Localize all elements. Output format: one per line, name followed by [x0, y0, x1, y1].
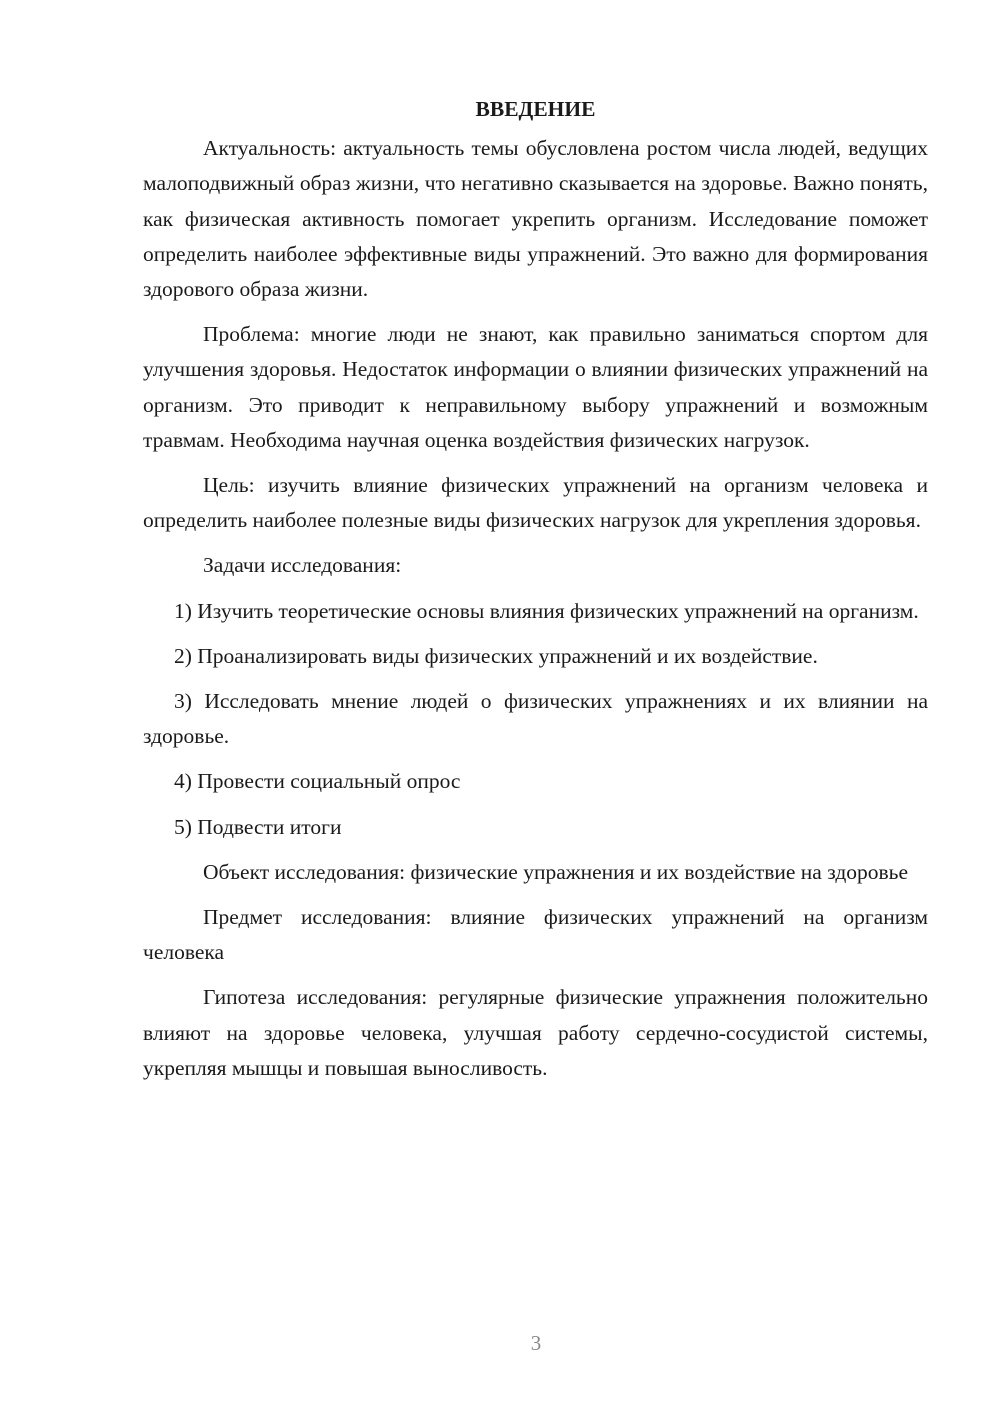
tasks-title: Задачи исследования: [203, 553, 402, 578]
task-item-2: 2) Проанализировать виды физических упражнений и их воздействие. [174, 643, 818, 668]
problem-paragraph: Проблема: многие люди не знают, как правильно заниматься спортом для улучшения здоровья. Недостаток информации о влиянии физических упражнений на организм. Это приводит к неправильному выбору упражнений и возможным травмам. Необходима научная оценка воздействия физических нагрузок. [143, 322, 928, 452]
task-item-5: 5) Подвести итоги [174, 814, 342, 839]
object-paragraph: Объект исследования: физические упражнения и их воздействие на здоровье [203, 859, 909, 884]
subject-paragraph: Предмет исследования: влияние физических упражнений на организм человека [143, 905, 928, 965]
section-heading: ВВЕДЕНИЕ [475, 97, 596, 121]
page-number: 3 [530, 1331, 542, 1355]
relevance-paragraph: Актуальность: актуальность темы обусловлена ростом числа людей, ведущих малоподвижный образ жизни, что негативно сказывается на здоровье. Важно понять, как физическая активность помогает укрепить организм. Исследование поможет определить наиболее эффективные виды упражнений. Это важно для формирования здорового образа жизни. [143, 136, 928, 302]
task-item-3: 3) Исследовать мнение людей о физических упражнениях и их влиянии на здоровье. [143, 689, 928, 749]
goal-paragraph: Цель: изучить влияние физических упражнений на организм человека и определить наиболее полезные виды физических нагрузок для укрепления здоровья. [143, 473, 928, 533]
task-item-4: 4) Провести социальный опрос [174, 769, 461, 794]
task-item-1: 1) Изучить теоретические основы влияния физических упражнений на организм. [174, 598, 919, 623]
hypothesis-paragraph: Гипотеза исследования: регулярные физические упражнения положительно влияют на здоровье человека, улучшая работу сердечно-сосудистой системы, укрепляя мышцы и повышая выносливость. [143, 985, 928, 1080]
document-page [143, 92, 928, 1086]
